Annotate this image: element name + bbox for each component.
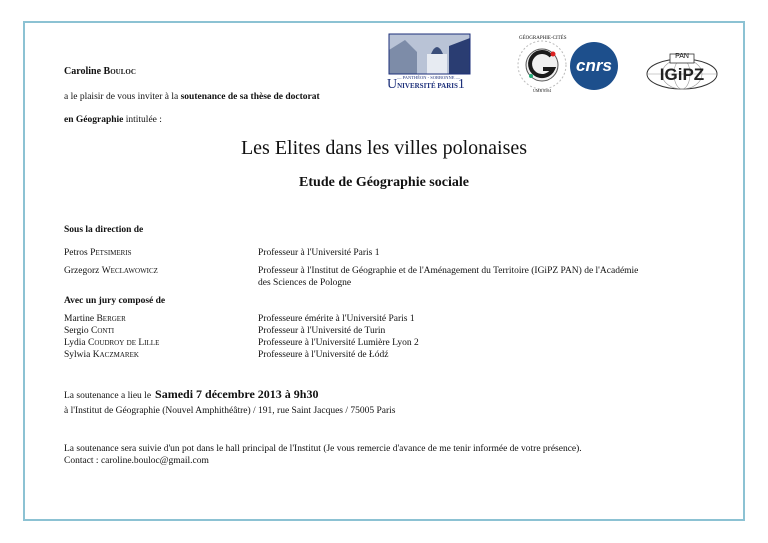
defense-location: à l'Institut de Géographie (Nouvel Amphithéâtre) / 191, rue Saint Jacques / 75005 Paris [64,406,396,416]
jury-member-role: Professeur à l'Université de Turin [258,326,386,336]
contact-line: Contact : caroline.bouloc@gmail.com [64,456,209,466]
thesis-subtitle: Etude de Géographie sociale [299,175,469,190]
geographie-cites-label: GÉOGRAPHIE-CITÉS [519,36,567,41]
paris1-subtitle: — PANTHÉON - SORBONNE — [397,75,461,80]
jury-member-name: Sergio Conti [64,326,115,336]
defense-date-line: La soutenance a lieu le Samedi 7 décembre 2013 à 9h30 [64,387,319,401]
reception-note: La soutenance sera suivie d'un pot dans le hall principal de l'Institut (Je vous remercie d'avance de me tenir informée de votre présence). [64,444,582,454]
director-name: Petros Petsimeris [64,248,132,258]
invitation-line-1: a le plaisir de vous inviter à la soutenance de sa thèse de doctorat [64,92,320,102]
invitation-line-2: en Géographie intitulée : [64,115,162,125]
jury-member-name: Martine Berger [64,314,126,324]
cnrs-wordmark: cnrs [576,56,612,75]
paris1-wordmark: UNIVERSITÉ PARIS1 [387,77,465,92]
jury-member-name: Lydia Coudroy de Lille [64,338,160,348]
jury-member-role: Professeure à l'Université Lumière Lyon 2 [258,338,419,348]
author-name: Caroline Bouloc [64,66,136,77]
jury-member-role: Professeure émérite à l'Université Paris 1 [258,314,415,324]
director-role: Professeur à l'Université Paris 1 [258,248,380,258]
pan-label: PAN [675,53,689,60]
igipz-label: IGiPZ [659,65,705,84]
jury-heading: Avec un jury composé de [64,296,166,306]
geographie-cites-logo [513,36,571,94]
direction-heading: Sous la direction de [64,225,144,235]
director-role-continued: des Sciences de Pologne [258,278,352,288]
geographie-cites-umr: UMR 8504 [533,88,552,93]
jury-member-role: Professeure à l'Université de Łódź [258,350,389,360]
geographie-cites-emblem-icon [513,36,571,94]
director-name: Grzegorz Weclawowicz [64,266,158,276]
thesis-title: Les Elites dans les villes polonaises [240,137,528,159]
jury-member-name: Sylwia Kaczmarek [64,350,139,360]
igipz-pan-logo [645,52,719,92]
paris1-logo [387,32,472,94]
director-role: Professeur à l'Institut de Géographie et de l'Aménagement du Territoire (IGiPZ PAN) de l'Académie [258,266,639,276]
cnrs-logo [570,42,618,90]
